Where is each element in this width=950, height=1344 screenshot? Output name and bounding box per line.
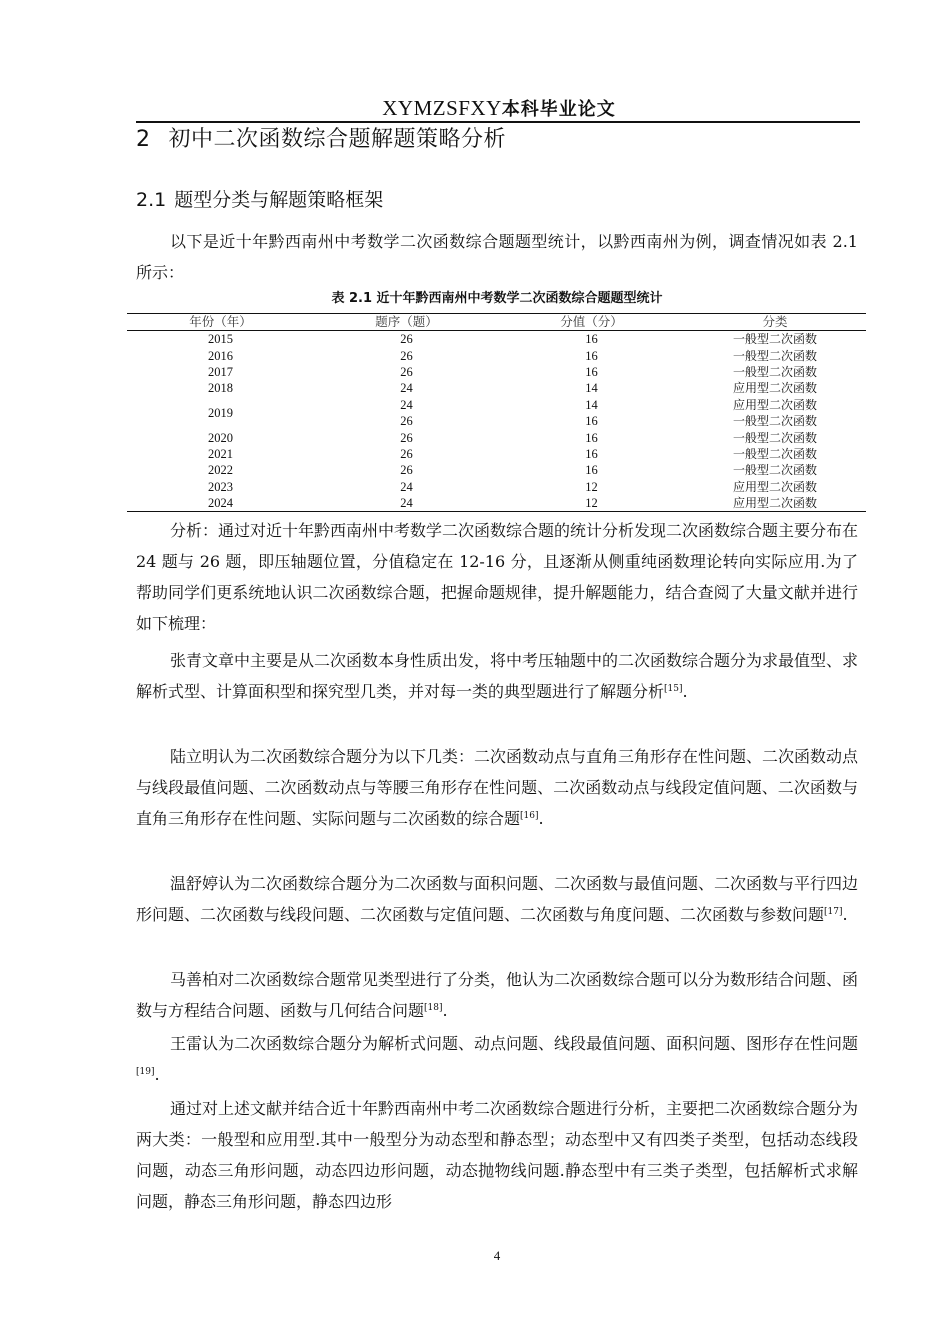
table-row	[127, 347, 866, 363]
body-paragraph-lu: 陆立明认为二次函数综合题分为以下几类：二次函数动点与直角三角形存在性问题、二次函数动点与线段最值问题、二次函数动点与等腰三角形存在性问题、二次函数动点与线段定值问题、二次函数与直角三角形存在性问题、实际问题与二次函数的综合题[16].	[136, 747, 859, 828]
body-paragraph-wang: 王雷认为二次函数综合题分为解析式问题、动点问题、线段最值问题、面积问题、图形存在性问题[19].	[136, 1034, 859, 1084]
table-row	[127, 462, 866, 478]
cell-question: 24	[314, 495, 499, 512]
header-category: 分类	[684, 314, 866, 331]
cell-category: 一般型二次函数	[732, 446, 817, 461]
header-rule	[136, 121, 860, 123]
cell-question: 26	[400, 332, 413, 347]
cell-question: 26	[400, 414, 413, 429]
cell-category: 一般型二次函数	[732, 414, 817, 429]
analysis-paragraph: 分析：通过对近十年黔西南州中考数学二次函数综合题的统计分析发现二次函数综合题主要分布在 24 题与 26 题，即压轴题位置，分值稳定在 12-16 分，且逐渐从侧重纯函数理论转向实际应用.为了帮助同学们更系统地认识二次函数综合题，把握命题规律，提升解题能力，结合查阅了大量文献并进行如下梳理：	[136, 521, 859, 633]
header-question: 题序（题）	[314, 314, 499, 331]
cell-category: 一般型二次函数	[732, 364, 817, 379]
cell-score: 16	[585, 414, 598, 429]
statistics-table	[127, 313, 866, 512]
cell-score: 16	[585, 364, 598, 379]
cell-year: 2020	[208, 430, 233, 445]
section-number: 2.1	[136, 189, 167, 211]
cell-score: 16	[585, 430, 598, 445]
citation-18: [18]	[424, 1003, 443, 1013]
cell-score: 16	[585, 446, 598, 461]
header-code: XYMZSFXY	[382, 96, 502, 120]
cell-score: 16	[585, 463, 598, 478]
header-score: 分值（分）	[499, 314, 684, 331]
page-number: 4	[493, 1248, 501, 1263]
cell-question: 26	[400, 446, 413, 461]
table-row	[127, 446, 866, 462]
cell-category: 一般型二次函数	[732, 348, 817, 363]
cell-category: 应用型二次函数	[732, 381, 817, 396]
cell-question: 24	[400, 397, 413, 412]
table-row	[127, 331, 866, 348]
cell-category: 应用型二次函数	[732, 397, 817, 412]
cell-question: 26	[400, 430, 413, 445]
cell-category: 应用型二次函数	[684, 495, 866, 512]
cell-category: 一般型二次函数	[732, 430, 817, 445]
table-row	[127, 495, 866, 512]
section-title: 题型分类与解题策略框架	[174, 189, 384, 211]
cell-question: 26	[400, 348, 413, 363]
cell-year: 2018	[208, 381, 233, 396]
chapter-heading	[136, 124, 506, 156]
cell-question: 26	[400, 463, 413, 478]
table-row	[127, 380, 866, 396]
cell-year: 2021	[208, 446, 233, 461]
header-title: 本科毕业论文	[501, 99, 616, 120]
body-paragraph-summary: 通过对上述文献并结合近十年黔西南州中考二次函数综合题进行分析，主要把二次函数综合题分为两大类：一般型和应用型.其中一般型分为动态型和静态型；动态型中又有四类子类型，包括动态线段问题，动态三角形问题，动态四边形问题，动态抛物线问题.静态型中有三类子类型，包括解析式求解问题，静态三角形问题，静态四边形	[136, 1099, 859, 1211]
cell-category: 一般型二次函数	[732, 463, 817, 478]
header-year: 年份（年）	[127, 314, 314, 331]
body-paragraph-ma: 马善柏对二次函数综合题常见类型进行了分类，他认为二次函数综合题可以分为数形结合问题、函数与方程结合问题、函数与几何结合问题[18].	[136, 970, 859, 1020]
cell-year: 2023	[208, 479, 233, 494]
table-row	[127, 397, 866, 413]
cell-score: 12	[585, 479, 598, 494]
cell-question: 24	[400, 381, 413, 396]
cell-year: 2019	[208, 405, 233, 420]
cell-year: 2015	[208, 332, 233, 347]
cell-score: 16	[585, 348, 598, 363]
cell-year: 2022	[208, 463, 233, 478]
chapter-number: 2	[136, 127, 151, 152]
table-header-row	[127, 314, 866, 331]
cell-question: 24	[400, 479, 413, 494]
running-header	[138, 95, 860, 123]
cell-score: 12	[499, 495, 684, 512]
citation-15: [15]	[664, 684, 683, 694]
cell-year: 2017	[208, 364, 233, 379]
table-row	[127, 479, 866, 495]
cell-category: 应用型二次函数	[732, 479, 817, 494]
body-paragraph-wen: 温舒婷认为二次函数综合题分为二次函数与面积问题、二次函数与最值问题、二次函数与平行四边形问题、二次函数与线段问题、二次函数与定值问题、二次函数与角度问题、二次函数与参数问题[17].	[136, 874, 859, 924]
cell-year: 2016	[208, 348, 233, 363]
cell-score: 14	[585, 381, 598, 396]
table-row	[127, 429, 866, 445]
chapter-title: 初中二次函数综合题解题策略分析	[168, 127, 507, 152]
cell-category: 一般型二次函数	[732, 332, 817, 347]
body-paragraph-zhang: 张青文章中主要是从二次函数本身性质出发，将中考压轴题中的二次函数综合题分为求最值型、求解析式型、计算面积型和探究型几类，并对每一类的典型题进行了解题分析[15].	[136, 651, 859, 701]
cell-question: 26	[400, 364, 413, 379]
cell-score: 14	[585, 397, 598, 412]
citation-19: [19]	[136, 1067, 155, 1077]
table-row	[127, 364, 866, 380]
cell-score: 16	[585, 332, 598, 347]
intro-paragraph: 以下是近十年黔西南州中考数学二次函数综合题题型统计，以黔西南州为例，调查情况如表 2.1 所示：	[136, 232, 858, 282]
table-caption: 表 2.1 近十年黔西南州中考数学二次函数综合题题型统计	[331, 291, 663, 306]
citation-16: [16]	[520, 811, 539, 821]
section-heading	[136, 185, 383, 215]
citation-17: [17]	[824, 907, 843, 917]
cell-year: 2024	[127, 495, 314, 512]
